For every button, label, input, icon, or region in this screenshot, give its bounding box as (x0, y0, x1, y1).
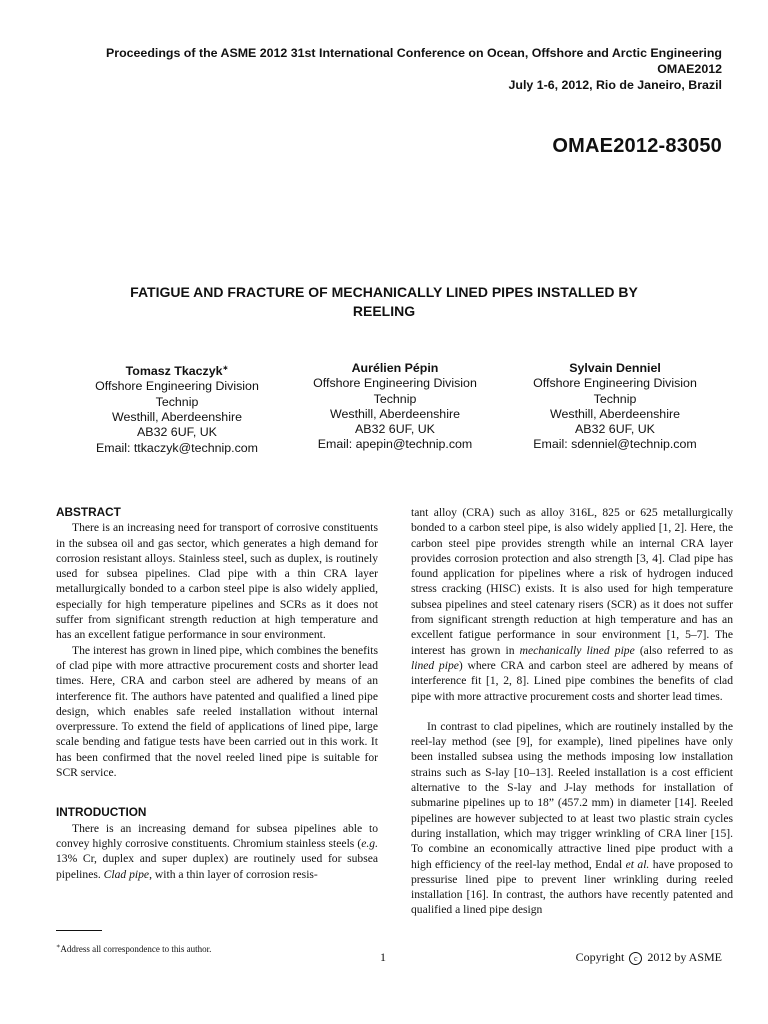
abstract-paragraph-1: There is an increasing need for transport of corrosive constituents in the subsea oil and gas sector, which generates a high demand for corrosion resistant alloys. Stainless steel, such as duplex, is routinely used for subsea pipelines. Clad pipe with a thin CRA layer metallurgically bonded to a carbon steel pipe is also widely applied, especially for high temperature pipelines and SCRs as it does not suffer from significant strength reduction at high temperature and has an excellent fatigue performance in sour environment. (56, 521, 378, 642)
footnote: ∗Address all correspondence to this author. (56, 943, 212, 954)
author-email: Email: ttkaczyk@technip.com (95, 440, 258, 455)
author-company: Technip (593, 391, 637, 406)
paper-title-line-1: FATIGUE AND FRACTURE OF MECHANICALLY LINED PIPES INSTALLED BY (130, 284, 638, 300)
proceedings-title: Proceedings of the ASME 2012 31st International Conference on Ocean, Offshore and Arctic Engineering (106, 46, 722, 60)
author-block-1 (72, 361, 282, 456)
author-name: Sylvain Denniel (569, 361, 661, 375)
author-email: Email: apepin@technip.com (317, 437, 473, 452)
copyright-symbol: c (629, 952, 642, 965)
paper-id: OMAE2012-83050 (552, 135, 722, 157)
author-company: Technip (155, 394, 199, 409)
author-city: Westhill, Aberdeenshire (550, 406, 680, 421)
left-column (56, 505, 378, 882)
author-name: Tomasz Tkaczyk∗ (125, 364, 229, 379)
introduction-paragraph-1-continued: tant alloy (CRA) such as alloy 316L, 825 or 625 metallurgically bonded to a carbon steel pipe, is also widely applied [1, 2]. Here, the carbon steel pipe provides strength while an internal CRA layer provides corrosion protection and also strength [3, 4]. Clad pipe has found application for pipelines where a risk of hydrogen induced stress cracking (HISC) exists. It is also used for high temperature subsea pipelines and steel catenary risers (SCR) as it does not suffer from significant strength reduction at high temperature and has an excellent fatigue performance in sour environment [1, 5–7]. The interest has grown in mechanically lined pipe (also referred to as lined pipe) where CRA and carbon steel are adhered by means of interference fit [1, 2, 8]. Lined pipe combines the benefits of clad pipe with more attractive procurement costs and shorter lead times. (411, 506, 733, 703)
author-division: Offshore Engineering Division (533, 376, 697, 391)
author-postcode: AB32 6UF, UK (575, 422, 655, 437)
paper-title (100, 283, 668, 321)
author-city: Westhill, Aberdeenshire (330, 406, 460, 421)
conference-dates-location: July 1-6, 2012, Rio de Janeiro, Brazil (508, 78, 722, 92)
author-block-3 (510, 361, 720, 453)
paper-title-line-2: REELING (352, 303, 416, 319)
abstract-heading: ABSTRACT (56, 505, 121, 519)
copyright-notice: Copyright c 2012 by ASME (575, 950, 722, 964)
page-number: 1 (380, 950, 386, 964)
footnote-rule (56, 930, 102, 931)
introduction-paragraph-1-start: There is an increasing demand for subsea pipelines able to convey highly corrosive constituents. Chromium stainless steels (e.g. 13% Cr, duplex and super duplex) are routinely used for subsea pipelines. Clad pipe, with a thin layer of corrosion resis- (56, 821, 378, 881)
author-division: Offshore Engineering Division (313, 376, 477, 391)
author-block-2 (290, 361, 500, 453)
introduction-paragraph-2: In contrast to clad pipelines, which are routinely installed by the reel-lay method (see [9], for example), lined pipelines have only been installed subsea using the methods imposing low installation strains such as S-lay [10–13]. Reeled installation is a cost efficient alternative to the S-lay and J-lay methods for installation of submarine pipelines up to 18” (457.2 mm) in diameter [14]. Reeled pipelines are however subjected to at least two plastic strain cycles during installation, which may trigger wrinkling of CRA liner [15]. To combine an economically attractive lined pipe product with a high efficiency of the reel-lay method, Endal et al. have proposed to pressurise lined pipe to prevent liner wrinkling during reeled installation [16]. In contrast, the authors have recently patented and qualified a lined pipe design (411, 719, 733, 917)
author-postcode: AB32 6UF, UK (137, 425, 217, 440)
introduction-heading: INTRODUCTION (56, 805, 147, 820)
author-division: Offshore Engineering Division (95, 379, 259, 394)
conference-acronym: OMAE2012 (657, 62, 722, 76)
author-city: Westhill, Aberdeenshire (112, 410, 242, 425)
author-postcode: AB32 6UF, UK (355, 422, 435, 437)
right-column (411, 505, 733, 918)
author-email: Email: sdenniel@technip.com (533, 437, 697, 452)
abstract-paragraph-2: The interest has grown in lined pipe, which combines the benefits of clad pipe with more attractive procurement costs and shorter lead times. Here, CRA and carbon steel are adhered by means of an interference fit. The authors have patented and qualified a lined pipe design, which enables safe reeled installation without internal overpressure. To extend the field of applications of lined pipe, large scale bending and fatigue tests have been carried out in this work. It has been confirmed that the novel reeled lined pipe is suitable for SCR service. (56, 643, 378, 780)
author-name: Aurélien Pépin (351, 361, 439, 375)
author-company: Technip (373, 391, 417, 406)
